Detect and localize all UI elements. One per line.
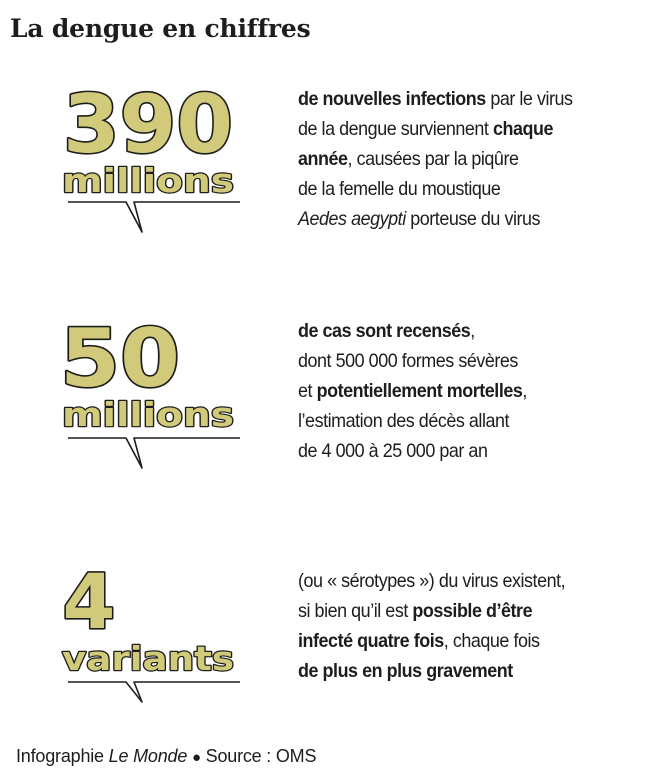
stat-badge <box>56 78 256 244</box>
body-text: (ou « sérotypes ») du virus existent, <box>298 570 566 592</box>
stat-badge <box>56 557 256 706</box>
source-credit <box>16 746 316 767</box>
stat-description <box>298 316 620 466</box>
credit-prefix: Infographie <box>16 746 109 766</box>
body-text: de la femelle du moustique <box>298 178 501 200</box>
stat-badge <box>56 312 256 476</box>
emphasis-text: potentiellement mortelles <box>316 380 523 402</box>
emphasis-text: de plus en plus gravement <box>298 660 513 682</box>
body-text: porteuse du virus <box>405 208 541 230</box>
description-line <box>298 656 620 686</box>
body-text: , chaque fois <box>443 630 540 652</box>
stat-unit: millions <box>62 161 234 200</box>
description-line <box>298 566 620 596</box>
description-line <box>298 376 620 406</box>
emphasis-text: infecté quatre fois <box>298 630 444 652</box>
body-text: l’estimation des décès allant <box>298 410 510 432</box>
stat-number: 4 <box>62 557 116 646</box>
separator-bullet: ● <box>191 749 201 766</box>
stat-unit: variants <box>62 639 234 678</box>
body-text: si bien qu’il est <box>298 600 413 622</box>
page-title: La dengue en chiffres <box>10 14 311 43</box>
body-text: et <box>298 380 317 402</box>
description-line <box>298 626 620 656</box>
emphasis-text: possible d’être <box>412 600 533 622</box>
description-line <box>298 346 620 376</box>
emphasis-text: chaque <box>492 118 554 140</box>
description-line <box>298 316 620 346</box>
description-line <box>298 596 620 626</box>
body-text: par le virus <box>485 88 573 110</box>
stat-number: 50 <box>60 312 180 405</box>
speech-bubble-tail <box>68 202 240 232</box>
description-line <box>298 144 620 174</box>
stat-block-cases <box>0 312 664 476</box>
speech-bubble-tail <box>68 438 240 468</box>
description-line <box>298 114 620 144</box>
body-text: dont 500 000 formes sévères <box>298 350 518 372</box>
description-line <box>298 84 620 114</box>
stat-block-infections <box>0 78 664 244</box>
stat-description <box>298 566 620 686</box>
speech-bubble-tail <box>68 682 240 702</box>
credit-source: Source : OMS <box>205 746 317 766</box>
body-text: de la dengue surviennent <box>298 118 493 140</box>
stat-block-variants <box>0 557 664 706</box>
emphasis-text: de nouvelles infections <box>298 88 486 110</box>
body-text: de 4 000 à 25 000 par an <box>298 440 488 462</box>
credit-brand: Le Monde <box>108 746 188 766</box>
description-line <box>298 436 620 466</box>
stat-unit: millions <box>62 395 234 434</box>
emphasis-text: de cas sont recensés <box>298 320 471 342</box>
description-line <box>298 406 620 436</box>
description-line <box>298 174 620 204</box>
emphasis-text: année <box>298 148 348 170</box>
stat-number: 390 <box>63 78 234 171</box>
body-text: , causées par la piqûre <box>347 148 519 170</box>
body-text: , <box>522 380 527 402</box>
italic-text: Aedes aegypti <box>298 208 406 230</box>
description-line <box>298 204 620 234</box>
body-text: , <box>470 320 475 342</box>
stat-description <box>298 84 620 234</box>
